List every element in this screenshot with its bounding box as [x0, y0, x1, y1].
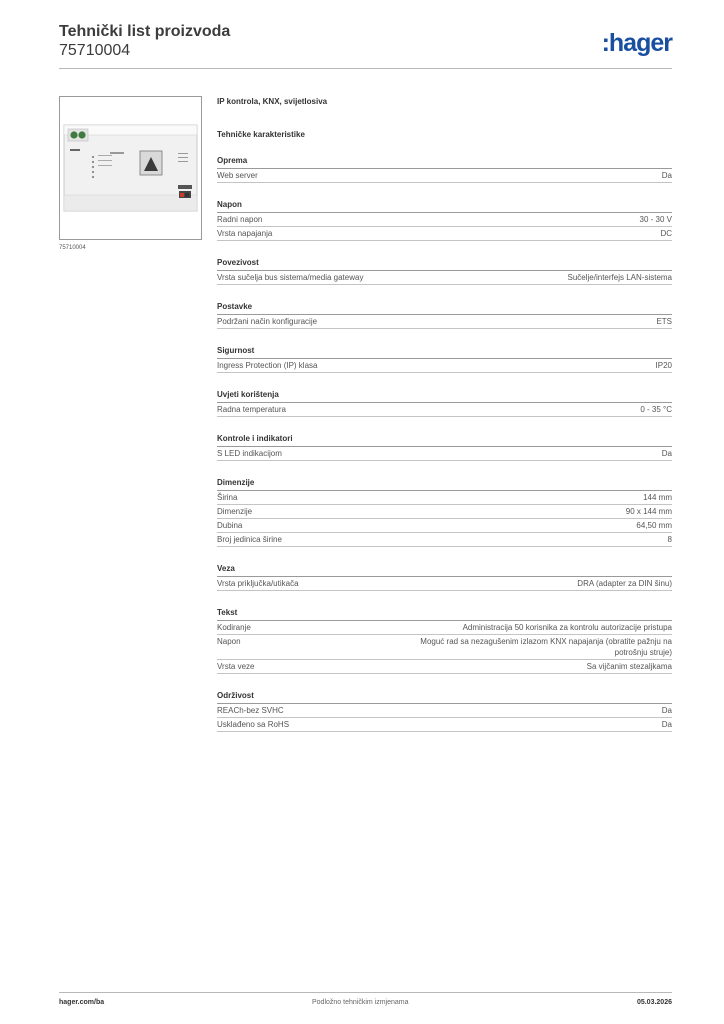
spec-label: Broj jedinica širine: [217, 535, 282, 544]
knx-device-image: [60, 97, 201, 239]
spec-value: Administracija 50 korisnika za kontrolu autorizacije pristupa: [462, 623, 672, 632]
spec-row: [217, 403, 672, 417]
product-image: [59, 96, 202, 240]
logo-text: hager: [608, 29, 672, 57]
product-code: 75710004: [59, 42, 131, 59]
section-title: Napon: [217, 199, 672, 213]
spec-value: IP20: [655, 361, 672, 370]
spec-row: [217, 169, 672, 183]
spec-label: Ingress Protection (IP) klasa: [217, 361, 318, 370]
section-title: Veza: [217, 563, 672, 577]
spec-value: 90 x 144 mm: [625, 507, 672, 516]
section-title: Tekst: [217, 607, 672, 621]
spec-label: Kodiranje: [217, 623, 251, 632]
spec-row: [217, 447, 672, 461]
spec-row: [217, 519, 672, 533]
spec-row: [217, 660, 672, 674]
spec-value: 0 - 35 °C: [640, 405, 672, 414]
section-title: Uvjeti korištenja: [217, 389, 672, 403]
spec-row: [217, 359, 672, 373]
spec-label: Širina: [217, 493, 238, 502]
spec-row: [217, 704, 672, 718]
spec-value: 30 - 30 V: [639, 215, 672, 224]
section-title: Oprema: [217, 155, 672, 169]
spec-row: [217, 491, 672, 505]
document-title: Tehnički list proizvoda: [59, 23, 231, 40]
spec-heading: Tehničke karakteristike: [217, 130, 305, 139]
spec-value: DC: [660, 229, 672, 238]
spec-label: Vrsta napajanja: [217, 229, 273, 238]
section-title: Povezivost: [217, 257, 672, 271]
spec-sections: [217, 155, 672, 732]
spec-label: Napon: [217, 637, 241, 646]
spec-label: REACh-bez SVHC: [217, 706, 284, 715]
spec-value: Da: [661, 171, 672, 180]
spec-label: Web server: [217, 171, 258, 180]
spec-row: [217, 533, 672, 547]
document-header: [59, 22, 230, 60]
image-caption: 75710004: [59, 245, 86, 251]
section-title: Kontrole i indikatori: [217, 433, 672, 447]
spec-label: Usklađeno sa RoHS: [217, 720, 290, 729]
section-title: Održivost: [217, 690, 672, 704]
section-title: Postavke: [217, 301, 672, 315]
footer-note: Podložno tehničkim izmjenama: [312, 999, 409, 1006]
spec-label: Dubina: [217, 521, 243, 530]
spec-value: 64,50 mm: [636, 521, 672, 530]
header-divider: [59, 68, 672, 69]
spec-row: [217, 718, 672, 732]
footer-divider: [59, 992, 672, 993]
logo-mark: :: [601, 29, 609, 57]
spec-value: 8: [667, 535, 672, 544]
spec-row: [217, 213, 672, 227]
spec-value: Da: [661, 720, 672, 729]
footer-website[interactable]: hager.com/ba: [59, 999, 105, 1006]
spec-row: [217, 505, 672, 519]
spec-value: Sa vijčanim stezaljkama: [586, 662, 672, 671]
spec-label: Radna temperatura: [217, 405, 286, 414]
spec-row: [217, 271, 672, 285]
spec-content: [217, 96, 672, 732]
spec-label: Vrsta sučelja bus sistema/media gateway: [217, 273, 364, 282]
product-description: IP kontrola, KNX, svijetlosiva: [217, 97, 328, 106]
spec-label: Vrsta veze: [217, 662, 255, 671]
spec-value: 144 mm: [643, 493, 672, 502]
section-title: Sigurnost: [217, 345, 672, 359]
spec-label: Podržani način konfiguracije: [217, 317, 318, 326]
spec-row: [217, 635, 672, 660]
spec-value: Moguć rad sa nezagušenim izlazom KNX napajanja (obratite pažnju na potrošnju struje): [420, 637, 672, 657]
spec-value: DRA (adapter za DIN šinu): [577, 579, 672, 588]
spec-label: Vrsta priključka/utikača: [217, 579, 299, 588]
spec-value: Da: [661, 706, 672, 715]
spec-value: ETS: [656, 317, 672, 326]
spec-row: [217, 227, 672, 241]
footer-date: 05.03.2026: [636, 999, 672, 1006]
spec-label: Radni napon: [217, 215, 263, 224]
spec-row: [217, 621, 672, 635]
spec-value: Da: [661, 449, 672, 458]
spec-value: Sučelje/interfejs LAN-sistema: [567, 273, 672, 282]
spec-label: Dimenzije: [217, 507, 253, 516]
hager-logo: [602, 29, 672, 58]
spec-label: S LED indikacijom: [217, 449, 282, 458]
spec-row: [217, 577, 672, 591]
section-title: Dimenzije: [217, 477, 672, 491]
spec-row: [217, 315, 672, 329]
